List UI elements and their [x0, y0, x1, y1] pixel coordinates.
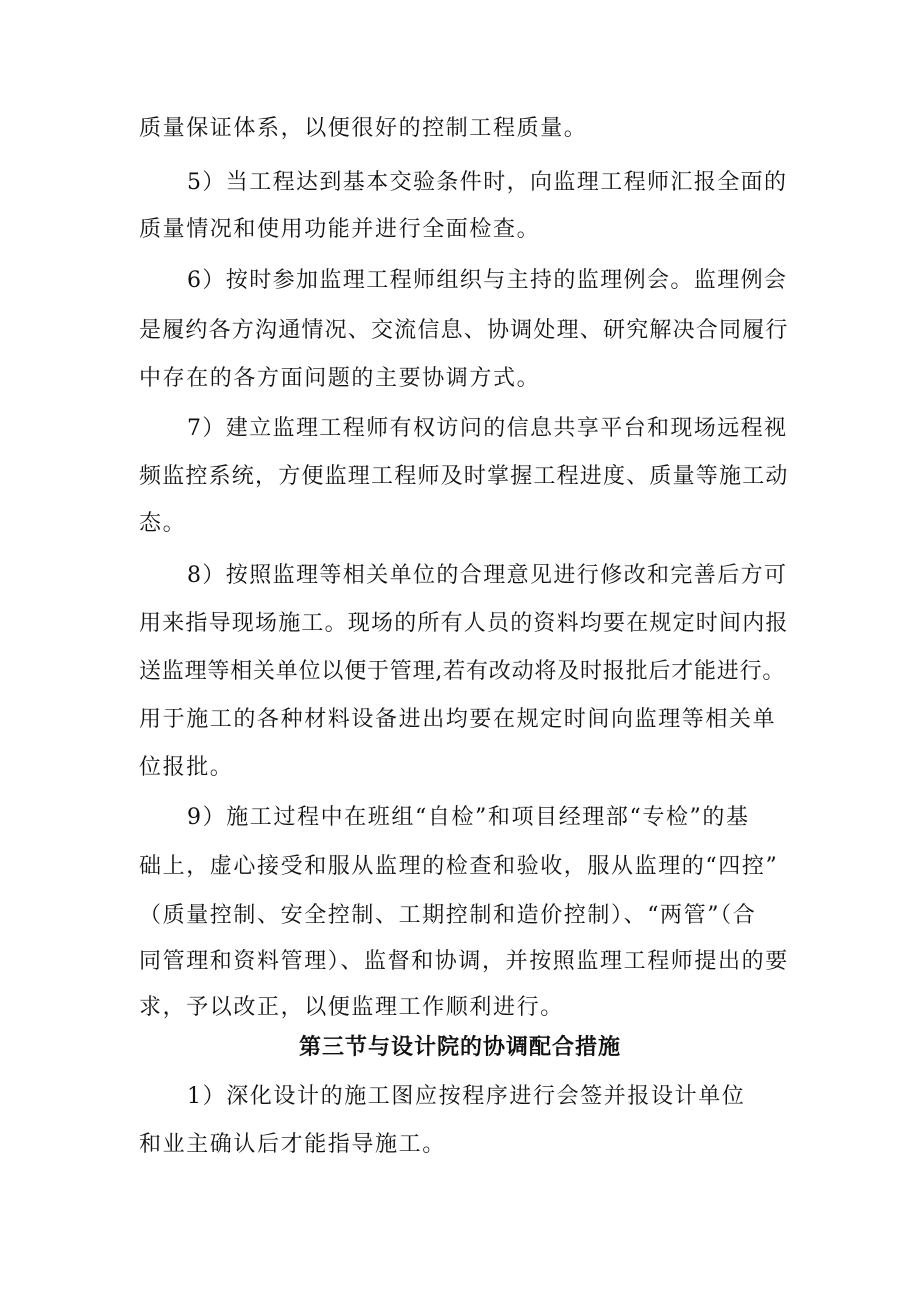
item-9-line-3: （质量控制、安全控制、工期控制和造价控制）、“两管”（合 — [139, 903, 757, 928]
item-9-line-5: 求，予以改正，以便监理工作顺利进行。 — [139, 995, 564, 1020]
item-9-line-1: 9）施工过程中在班组“自检”和项目经理部“专检”的基 — [187, 805, 750, 830]
item-9-line-2: 础上，虚心接受和服从监理的检查和验收，服从监理的“四控” — [139, 854, 779, 879]
item-6-line-3: 中存在的各方面问题的主要协调方式。 — [139, 366, 541, 391]
item-8-line-1: 8）按照监理等相关单位的合理意见进行修改和完善后方可 — [187, 563, 788, 588]
item-5-line-2: 质量情况和使用功能并进行全面检查。 — [139, 217, 541, 242]
paragraph-4-line-2: 质量保证体系，以便很好的控制工程质量。 — [139, 116, 588, 141]
item-6-line-2: 是履约各方沟通情况、交流信息、协调处理、研究解决合同履行 — [139, 318, 789, 343]
section-heading: 第三节与设计院的协调配合措施 — [298, 1034, 621, 1060]
item-7-line-1: 7）建立监理工程师有权访问的信息共享平台和现场远程视 — [187, 416, 788, 441]
section-item-1-line-2: 和业主确认后才能指导施工。 — [139, 1132, 446, 1157]
item-5-line-1: 5）当工程达到基本交验条件时，向监理工程师汇报全面的 — [187, 170, 788, 195]
item-7-line-3: 态。 — [139, 511, 187, 536]
item-9-line-4: 同管理和资料管理）、监督和协调，并按照监理工程师提出的要 — [139, 949, 789, 974]
item-8-line-5: 位报批。 — [139, 755, 234, 780]
item-8-line-4: 用于施工的各种材料设备进出均要在规定时间向监理等相关单 — [139, 707, 777, 732]
item-8-line-3: 送监理等相关单位以便于管理,若有改动将及时报批后才能进行。 — [139, 659, 786, 684]
section-item-1-line-1: 1）深化设计的施工图应按程序进行会签并报设计单位 — [187, 1084, 746, 1109]
item-7-line-2: 频监控系统，方便监理工程师及时掌握工程进度、质量等施工动 — [139, 464, 789, 489]
item-6-line-1: 6）按时参加监理工程师组织与主持的监理例会。监理例会 — [187, 268, 788, 293]
item-8-line-2: 用来指导现场施工。现场的所有人员的资料均要在规定时间内报 — [139, 611, 789, 636]
